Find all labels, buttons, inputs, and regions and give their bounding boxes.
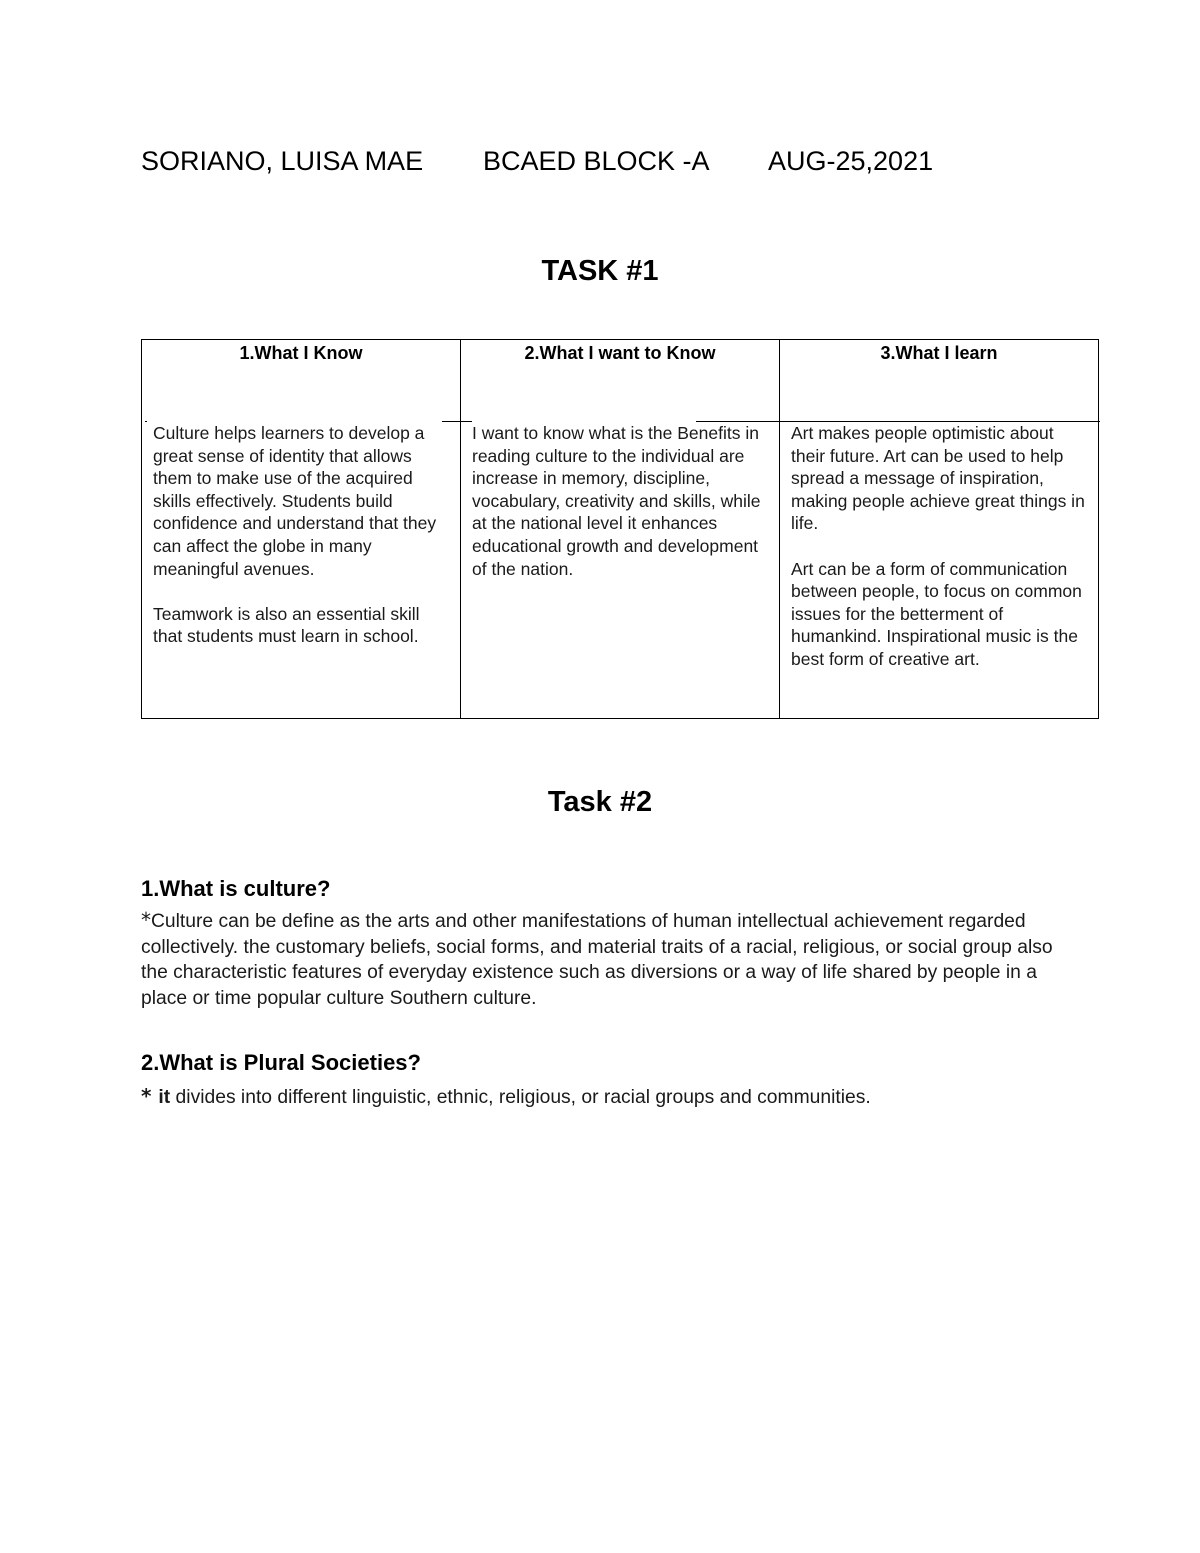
answer-bullet: * bbox=[141, 908, 151, 932]
task1-title: TASK #1 bbox=[541, 255, 659, 287]
cell-what-i-know bbox=[153, 422, 453, 648]
cell-paragraph: Culture helps learners to develop a great sense of identity that allows them to make use of the acquired skills effectively. Students build confidence and understand that they can affect the globe in many meaningful avenues. bbox=[153, 423, 437, 579]
cell-paragraph: I want to know what is the Benefits in reading culture to the individual are increase in memory, discipline, vocabulary, creativity and skills, while at the national level it enhances educational growth and development of the nation. bbox=[472, 423, 761, 579]
cell-paragraph: Art makes people optimistic about their future. Art can be used to help spread a message of inspiration, making people achieve great things in life. bbox=[791, 423, 1085, 534]
cell-paragraph: Teamwork is also an essential skill that students must learn in school. bbox=[153, 603, 420, 647]
column-divider bbox=[779, 340, 780, 718]
answer-bullet: * bbox=[141, 1084, 159, 1108]
kwl-table bbox=[141, 339, 1099, 719]
document-date: AUG-25,2021 bbox=[768, 146, 934, 176]
answer-lead: it bbox=[158, 1087, 171, 1108]
cell-what-i-learn bbox=[791, 422, 1091, 671]
task2-title: Task #2 bbox=[547, 786, 653, 818]
student-block: BCAED BLOCK -A bbox=[483, 146, 710, 176]
question-what-is-culture: 1.What is culture? bbox=[141, 876, 331, 901]
student-name: SORIANO, LUISA MAE bbox=[141, 146, 424, 176]
answer-what-is-plural-societies bbox=[141, 1084, 1071, 1111]
question-what-is-plural-societies: 2.What is Plural Societies? bbox=[141, 1050, 421, 1075]
header-row-border bbox=[145, 421, 147, 422]
answer-text: divides into different linguistic, ethnic, religious, or racial groups and communities. bbox=[170, 1087, 871, 1108]
column-header-what-i-want-to-know: 2.What I want to Know bbox=[524, 343, 716, 363]
answer-text: Culture can be define as the arts and other manifestations of human intellectual achievement regarded collectively. the customary beliefs, social forms, and material traits of a racial, religious, or social group also the characteristic features of everyday existence such as diversions or a way of life shared by people in a place or time popular culture Southern culture. bbox=[141, 911, 1053, 1009]
column-header-what-i-learn: 3.What I learn bbox=[880, 343, 998, 363]
column-divider bbox=[460, 340, 461, 718]
cell-what-i-want-to-know bbox=[472, 422, 772, 580]
answer-what-is-culture bbox=[141, 908, 1071, 1011]
column-header-what-i-know: 1.What I Know bbox=[239, 343, 363, 363]
cell-paragraph: Art can be a form of communication between people, to focus on common issues for the betterment of humankind. Inspirational music is the best form of creative art. bbox=[791, 558, 1082, 669]
